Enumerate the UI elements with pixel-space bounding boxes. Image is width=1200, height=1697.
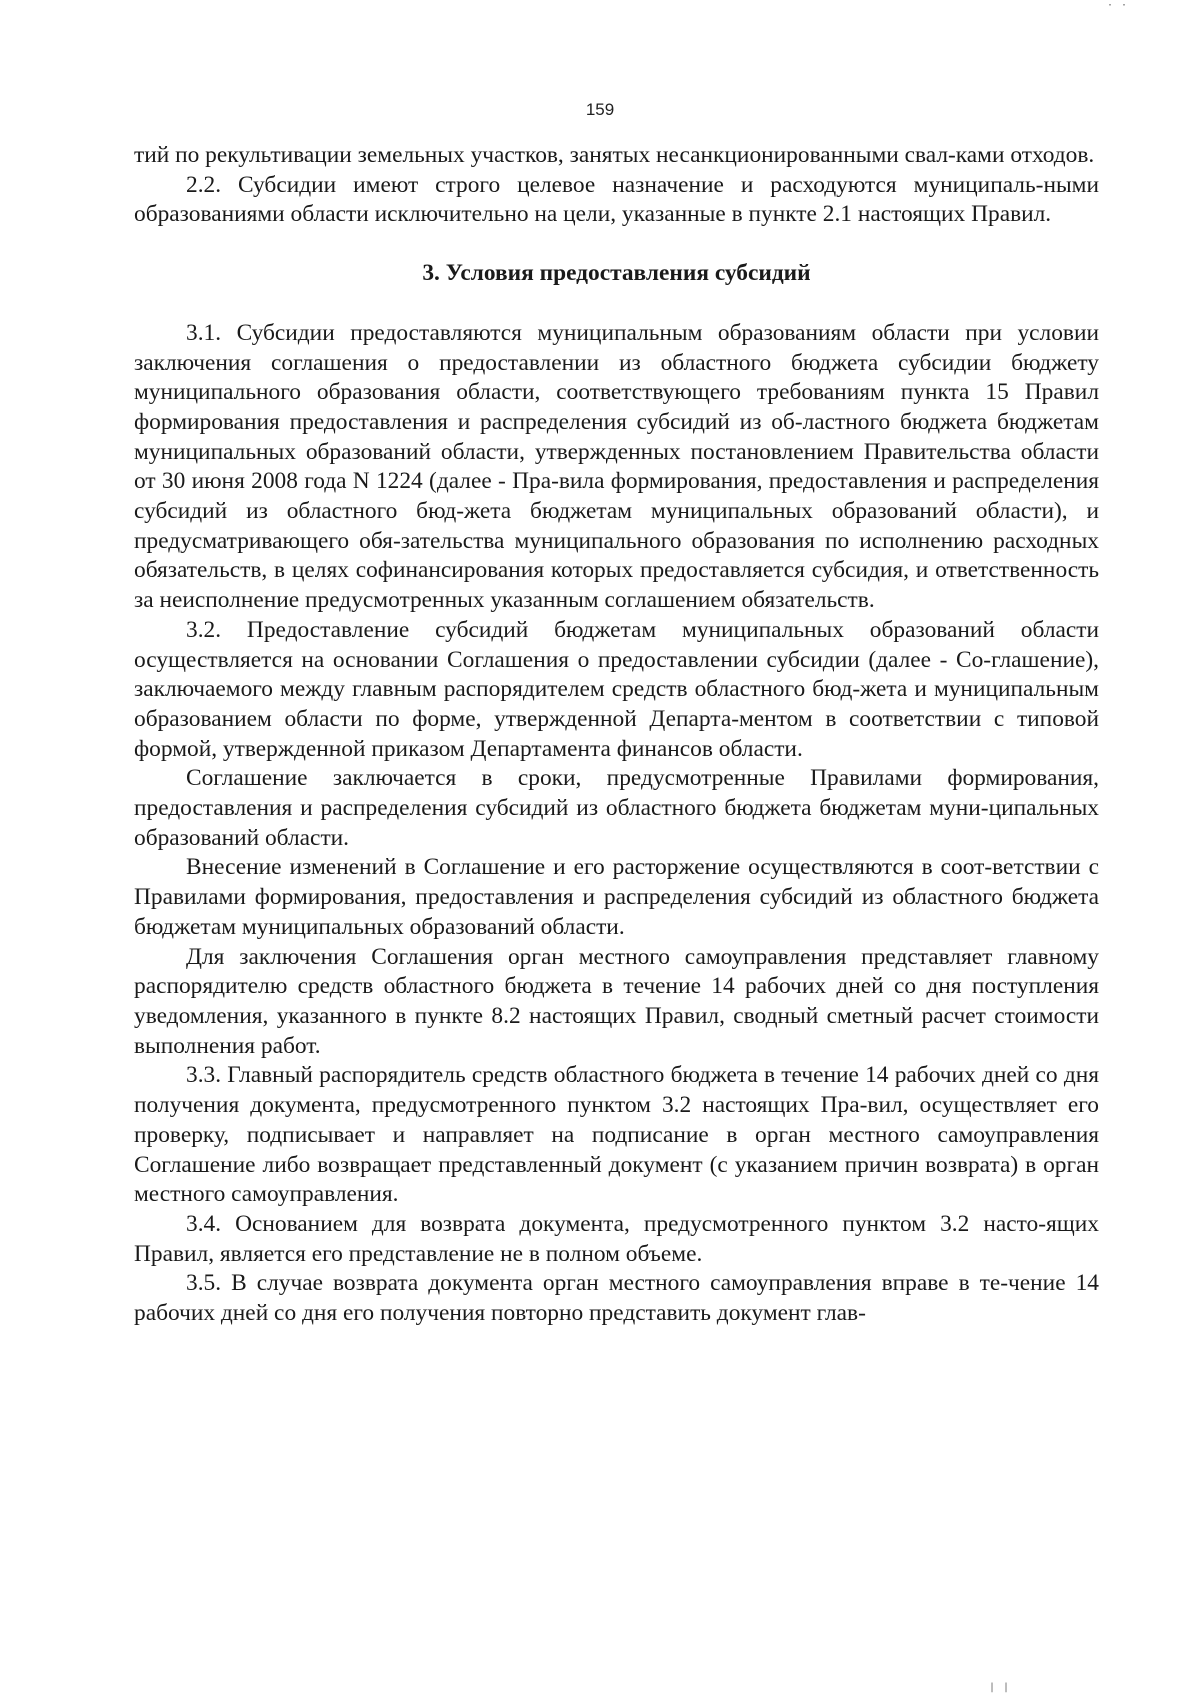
document-body [134,141,1099,1329]
paragraph-3-2-d: Для заключения Соглашения орган местного самоуправления представляет главному распорядителю средств областного бюджета в течение 14 рабочих дней со дня поступления уведомления, указанного в пункте 8.2 настоящих Правил, сводный сметный расчет стоимости выполнения работ. [134,943,1099,1059]
paragraph-3-4: 3.4. Основанием для возврата документа, предусмотренного пунктом 3.2 насто-ящих Правил, является его представление не в полном объеме. [134,1210,1099,1267]
scan-edge-mark-top: · · [1106,0,1128,11]
paragraph-3-3: 3.3. Главный распорядитель средств областного бюджета в течение 14 рабочих дней со дня получения документа, предусмотренного пунктом 3.2 настоящих Пра-вил, осуществляет его проверку, подписывает и направляет на подписание в орган местного самоуправления Соглашение либо возвращает представленный документ (с указанием причин возврата) в орган местного самоуправления. [134,1062,1099,1208]
section-heading: 3. Условия предоставления субсидий [422,260,811,287]
scan-edge-mark-bottom: | | [988,1682,1010,1693]
paragraph-3-1: 3.1. Субсидии предоставляются муниципальным образованиям области при условии заключения соглашения о предоставлении из областного бюджета субсидии бюджету муниципального образования области, соответствующего требованиям пункта 15 Правил формирования предоставления и распределения субсидий из об-ластного бюджета бюджетам муниципальных образований области, утвержденных постановлением Правительства области от 30 июня 2008 года N 1224 (далее - Пра-вила формирования, предоставления и распределения субсидий из областного бюд-жета бюджетам муниципальных образований области), и предусматривающего обя-зательства муниципального образования по исполнению расходных обязательств, в целях софинансирования которых предоставляется субсидия, и ответственность за неисполнение предусмотренных указанным соглашением обязательств. [134,319,1099,614]
paragraph-3-2: 3.2. Предоставление субсидий бюджетам муниципальных образований области осуществляется на основании Соглашения о предоставлении субсидии (далее - Со-глашение), заключаемого между главным распорядителем средств областного бюд-жета и муниципальным образованием области по форме, утвержденной Департа-ментом в соответствии с типовой формой, утвержденной приказом Департамента финансов области. [134,616,1099,762]
paragraph-continuation: тий по рекультивации земельных участков, занятых несанкционированными свал-ками отходов. [134,142,1095,168]
paragraph-3-2-b: Соглашение заключается в сроки, предусмотренные Правилами формирования, предоставления и распределения субсидий из областного бюджета бюджетам муни-ципальных образований области. [134,765,1099,851]
paragraph-2-2: 2.2. Субсидии имеют строго целевое назначение и расходуются муниципаль-ными образованиями области исключительно на цели, указанные в пункте 2.1 настоящих Правил. [134,171,1099,228]
paragraph-3-5: 3.5. В случае возврата документа орган местного самоуправления вправе в те-чение 14 рабочих дней со дня его получения повторно представить документ глав- [134,1270,1099,1327]
paragraph-3-2-c: Внесение изменений в Соглашение и его расторжение осуществляются в соот-ветствии с Правилами формирования, предоставления и распределения субсидий из областного бюджета бюджетам муниципальных образований области. [134,854,1099,940]
page-number: 159 [585,100,615,119]
